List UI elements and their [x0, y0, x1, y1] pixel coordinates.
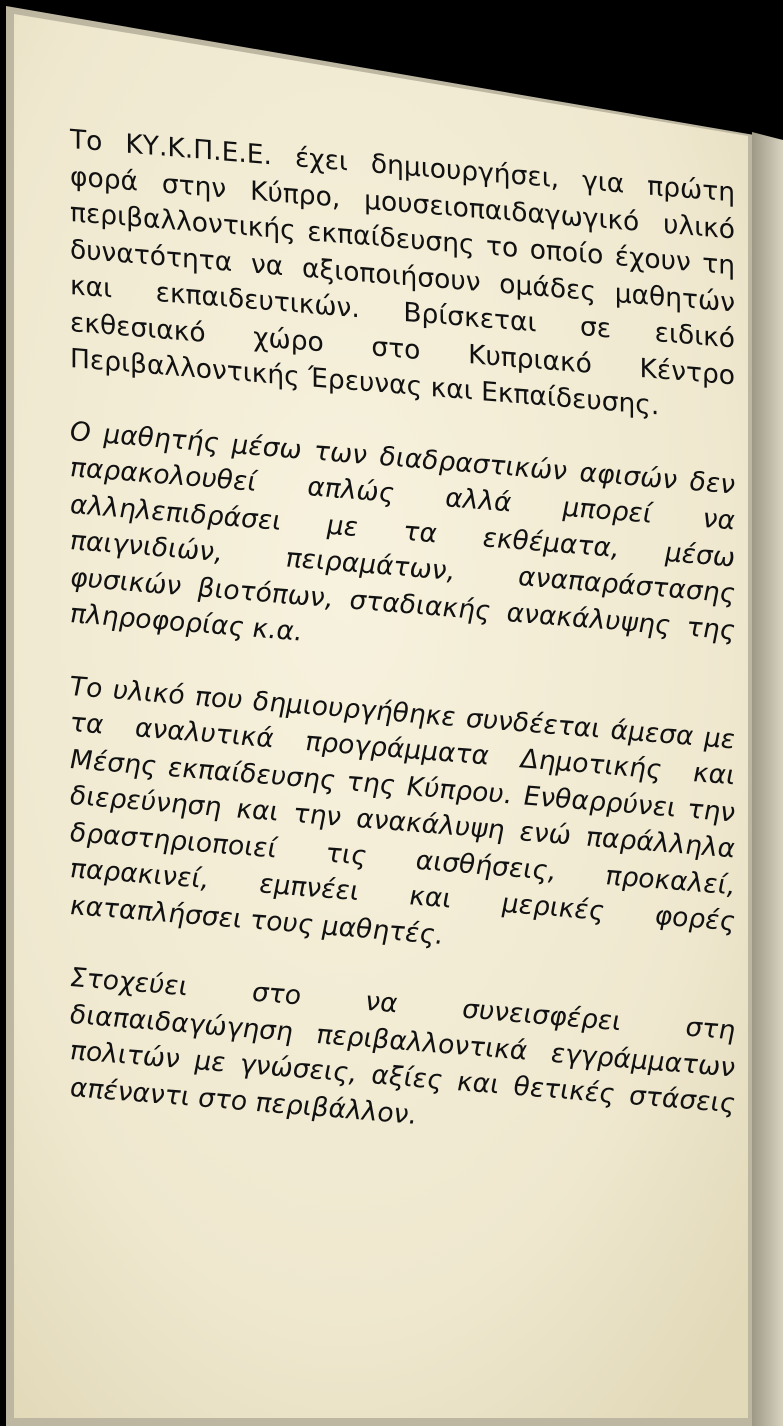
paragraph-3: Το υλικό που δημιουργήθηκε συνδέεται άμεσα με τα αναλυτικά προγράμματα Δημοτικής και Μέσης εκπαίδευσης της Κύπρου. Ενθαρρύνει την διερεύνηση και την ανακάλυψη ενώ παράλληλα δραστηριοποιεί τις αισθήσεις, προκαλεί, παρακινεί, εμπνέει και μερικές φορές καταπλήσσει τους μαθητές.	[70, 670, 735, 951]
paragraph-2: Ο μαθητής μέσω των διαδραστικών αφισών δεν παρακολουθεί απλώς αλλά μπορεί να αλληλεπιδράσει με τα εκθέματα, μέσω παιγνιδιών, πειραμάτων, αναπαράστασης φυσικών βιοτόπων, σταδιακής ανακάλυψης της πληροφορίας κ.α.	[70, 415, 735, 648]
panel-edge	[752, 132, 783, 1426]
text-body	[70, 100, 735, 1426]
paragraph-1: Το ΚΥ.Κ.Π.Ε.Ε. έχει δημιουργήσει, για πρώτη φορά στην Κύπρο, μουσειοπαιδαγωγικό υλικό περιβαλλοντικής εκπαίδευσης το οποίο έχουν τη δυνατότητα να αξιοποιήσουν ομάδες μαθητών και εκπαιδευτικών. Βρίσκεται σε ειδικό εκθεσιακό χώρο στο Κυπριακό Κέντρο Περιβαλλοντικής Έρευνας και Εκπαίδευσης.	[70, 124, 735, 422]
paragraph-4: Στοχεύει στο να συνεισφέρει στη διαπαιδαγώγηση περιβαλλοντικά εγγράμματων πολιτών με γνώσεις, αξίες και θετικές στάσεις απέναντι στο περιβάλλον.	[70, 962, 735, 1131]
